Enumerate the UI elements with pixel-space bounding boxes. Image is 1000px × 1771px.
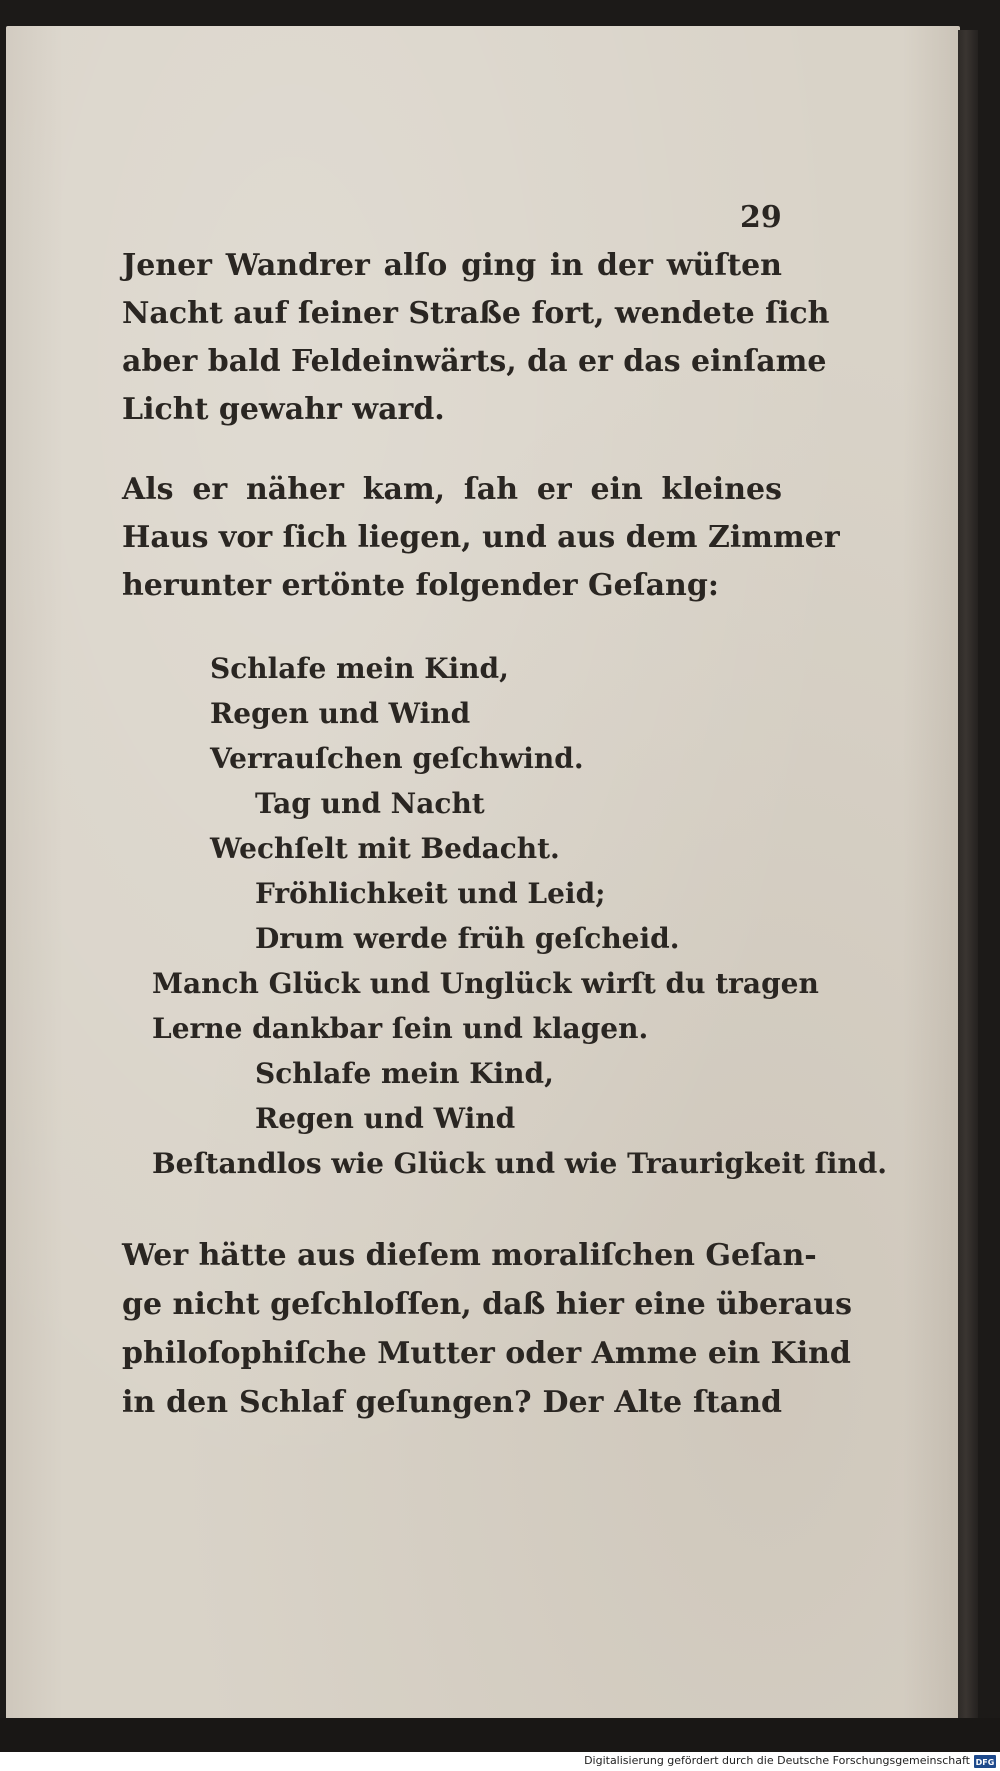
digitization-footer xyxy=(0,1752,1000,1771)
verse-line-4: Tag und Nacht xyxy=(255,787,485,820)
paragraph-1-line-4: Licht gewahr ward. xyxy=(122,392,445,427)
page-number: 29 xyxy=(740,200,782,235)
verse-line-9: Lerne dankbar ſein und klagen. xyxy=(152,1012,649,1045)
verse-line-1: Schlafe mein Kind, xyxy=(210,652,509,685)
paragraph-2-line-2: Haus vor ſich liegen, und aus dem Zimmer xyxy=(122,520,840,555)
paragraph-3-line-4: in den Schlaf geſungen? Der Alte ſtand xyxy=(122,1385,782,1420)
verse-line-5: Wechſelt mit Bedacht. xyxy=(210,832,560,865)
paragraph-1-line-1: Jener Wandrer alſo ging in der wüſten xyxy=(122,248,782,283)
dfg-logo-icon xyxy=(974,1755,996,1768)
scan-bottom-border xyxy=(0,1718,1000,1753)
dfg-logo-text: DFG xyxy=(975,1758,995,1767)
paragraph-2-line-3: herunter ertönte folgender Geſang: xyxy=(122,568,719,603)
paragraph-1-line-2: Nacht auf ſeiner Straße fort, wendete ſich xyxy=(122,296,830,331)
verse-line-6: Fröhlichkeit und Leid; xyxy=(255,877,606,910)
verse-line-11: Regen und Wind xyxy=(255,1102,516,1135)
paragraph-2-line-1: Als er näher kam, ſah er ein kleines xyxy=(122,472,782,507)
paragraph-1-line-3: aber bald Feldeinwärts, da er das einſame xyxy=(122,344,827,379)
book-spine-edge xyxy=(958,30,978,1720)
verse-line-10: Schlafe mein Kind, xyxy=(255,1057,554,1090)
verse-line-3: Verrauſchen geſchwind. xyxy=(210,742,584,775)
paragraph-3-line-3: philoſophiſche Mutter oder Amme ein Kind xyxy=(122,1336,851,1371)
verse-line-12: Beſtandlos wie Glück und wie Traurigkeit ſind. xyxy=(152,1147,888,1180)
paragraph-3-line-1: Wer hätte aus dieſem moraliſchen Geſan- xyxy=(122,1238,817,1273)
footer-credit: Digitalisierung gefördert durch die Deutsche Forschungsgemeinschaft xyxy=(584,1754,970,1767)
verse-line-8: Manch Glück und Unglück wirſt du tragen xyxy=(152,967,819,1000)
verse-line-2: Regen und Wind xyxy=(210,697,471,730)
verse-line-7: Drum werde früh geſcheid. xyxy=(255,922,680,955)
paragraph-3-line-2: ge nicht geſchloſſen, daß hier eine überaus xyxy=(122,1287,852,1322)
